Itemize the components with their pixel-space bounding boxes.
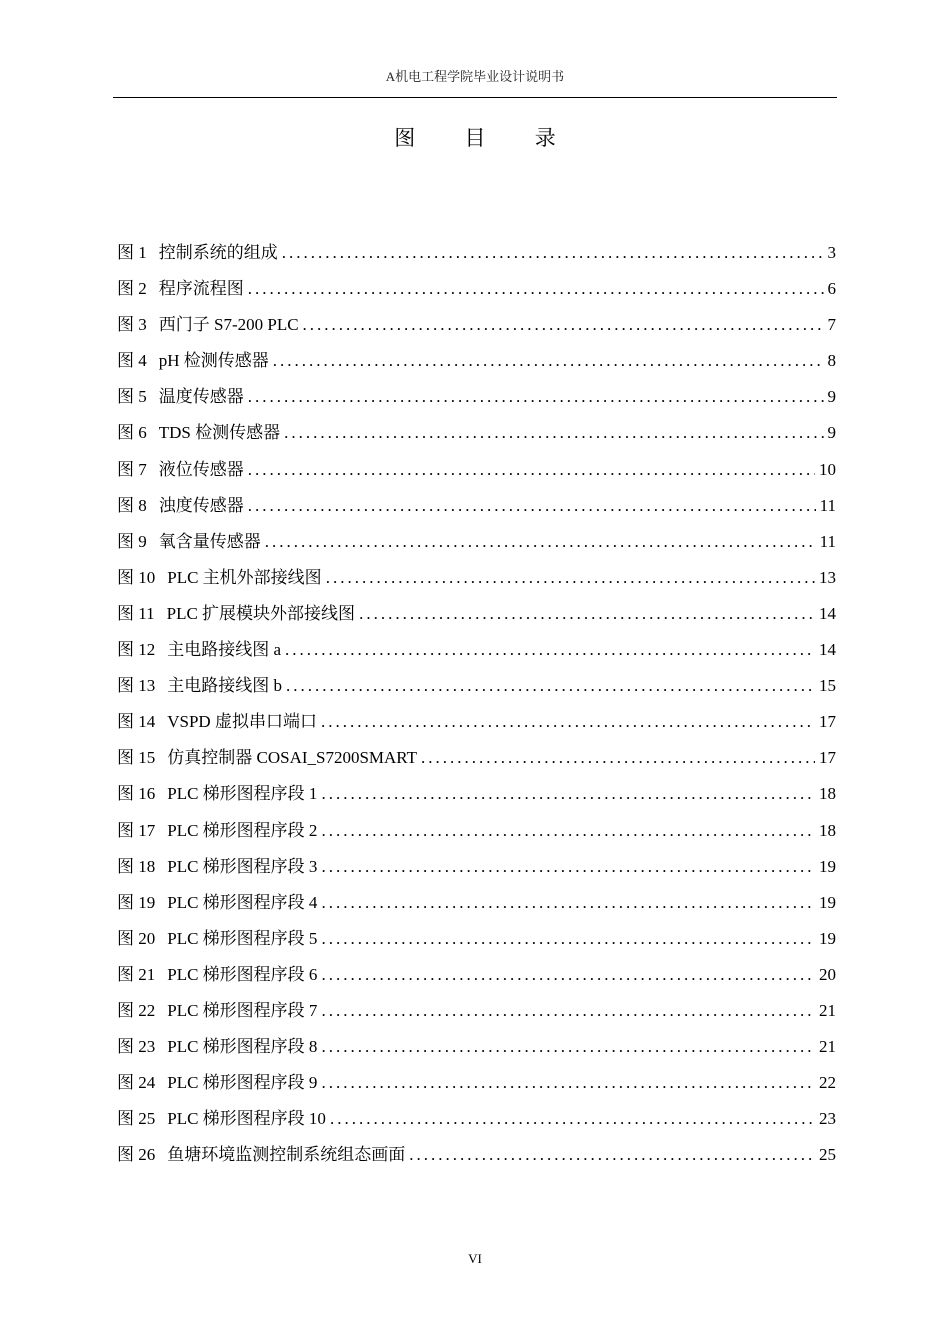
figure-title: 主电路接线图 b (167, 676, 282, 696)
toc-entry[interactable] (117, 310, 836, 346)
figure-page-number: 14 (819, 603, 836, 623)
dot-leader (321, 929, 815, 949)
dot-leader (421, 748, 815, 768)
figure-title: PLC 梯形图程序段 6 (167, 964, 318, 984)
figure-title: PLC 梯形图程序段 4 (167, 892, 318, 912)
figure-title: 西门子 S7-200 PLC (158, 315, 299, 335)
figure-title: 仿真控制器 COSAI_S7200SMART (167, 748, 418, 768)
toc-entry[interactable] (117, 455, 836, 491)
figure-title: PLC 梯形图程序段 7 (167, 1000, 318, 1020)
figure-number: 图 12 (117, 640, 156, 660)
figure-number: 图 24 (117, 1073, 156, 1093)
figure-page-number: 9 (827, 423, 836, 443)
toc-entry[interactable] (117, 563, 836, 599)
figure-number: 图 1 (117, 243, 147, 262)
dot-leader (321, 821, 815, 841)
toc-entry[interactable] (117, 924, 836, 960)
dot-leader (248, 279, 824, 299)
figure-page-number: 15 (819, 676, 836, 696)
dot-leader (321, 1073, 815, 1093)
figure-number: 图 4 (117, 351, 147, 371)
toc-entry[interactable] (117, 635, 836, 671)
figure-page-number: 25 (819, 1145, 836, 1165)
figure-title: PLC 梯形图程序段 2 (167, 820, 318, 840)
toc-entry[interactable] (117, 960, 836, 996)
dot-leader (321, 1001, 815, 1021)
figure-page-number: 11 (819, 495, 836, 515)
figure-page-number: 19 (819, 892, 836, 912)
dot-leader (359, 604, 815, 624)
figure-number: 图 23 (117, 1037, 156, 1057)
toc-entry[interactable] (117, 816, 836, 852)
dot-leader (303, 315, 824, 335)
figure-title: 液位传感器 (158, 459, 244, 479)
figure-title: 温度传感器 (158, 387, 244, 407)
figure-page-number: 3 (827, 243, 836, 262)
figure-title: 鱼塘环境监测控制系统组态画面 (167, 1145, 406, 1165)
dot-leader (321, 893, 815, 913)
dot-leader (284, 423, 823, 443)
toc-entry[interactable] (117, 238, 836, 274)
figure-page-number: 18 (819, 784, 836, 804)
figure-page-number: 22 (819, 1073, 836, 1093)
figure-number: 图 3 (117, 315, 147, 335)
figure-number: 图 9 (117, 531, 147, 551)
figure-title: 浊度传感器 (158, 495, 244, 515)
figure-title: PLC 梯形图程序段 9 (167, 1073, 318, 1093)
dot-leader (285, 640, 815, 660)
figure-number: 图 26 (117, 1145, 156, 1165)
figure-page-number: 10 (819, 459, 836, 479)
figure-page-number: 11 (819, 531, 836, 551)
figure-title: 控制系统的组成 (158, 243, 278, 262)
dot-leader (265, 532, 816, 552)
figure-title: PLC 梯形图程序段 10 (167, 1109, 326, 1129)
figure-page-number: 19 (819, 856, 836, 876)
header-divider (113, 97, 837, 98)
figure-number: 图 16 (117, 784, 156, 804)
dot-leader (321, 784, 815, 804)
figure-number: 图 8 (117, 495, 147, 515)
dot-leader (330, 1109, 815, 1129)
toc-entry[interactable] (117, 1140, 836, 1176)
figure-title: PLC 扩展模块外部接线图 (166, 603, 356, 623)
figure-number: 图 15 (117, 748, 156, 768)
toc-entry[interactable] (117, 707, 836, 743)
figure-page-number: 7 (827, 315, 836, 335)
dot-leader (321, 965, 815, 985)
figure-number: 图 11 (117, 603, 155, 623)
figure-title: VSPD 虚拟串口端口 (167, 712, 317, 732)
figure-number: 图 18 (117, 856, 156, 876)
dot-leader (273, 351, 824, 371)
dot-leader (248, 460, 815, 480)
toc-entry[interactable] (117, 1032, 836, 1068)
figure-page-number: 21 (819, 1000, 836, 1020)
toc-entry[interactable] (117, 527, 836, 563)
figure-page-number: 23 (819, 1109, 836, 1129)
figure-title: PLC 梯形图程序段 1 (167, 784, 318, 804)
toc-entry[interactable] (117, 274, 836, 310)
figure-number: 图 10 (117, 567, 156, 587)
figure-page-number: 21 (819, 1037, 836, 1057)
dot-leader (248, 496, 816, 516)
dot-leader (248, 387, 824, 407)
figure-page-number: 17 (819, 748, 836, 768)
toc-entry[interactable] (117, 346, 836, 382)
toc-entry[interactable] (117, 852, 836, 888)
figure-number: 图 6 (117, 423, 147, 443)
figure-title: TDS 检测传感器 (158, 423, 281, 443)
figure-title: PLC 主机外部接线图 (167, 567, 322, 587)
figure-page-number: 19 (819, 928, 836, 948)
dot-leader (286, 676, 815, 696)
dot-leader (326, 568, 815, 588)
figure-title: 主电路接线图 a (167, 640, 282, 660)
figure-number: 图 17 (117, 820, 156, 840)
figure-number: 图 14 (117, 712, 156, 732)
figure-page-number: 18 (819, 820, 836, 840)
figure-title: PLC 梯形图程序段 8 (167, 1037, 318, 1057)
figure-page-number: 14 (819, 640, 836, 660)
toc-entry[interactable] (117, 382, 836, 418)
dot-leader (321, 857, 815, 877)
figure-page-number: 8 (827, 351, 836, 371)
toc-entry[interactable] (117, 743, 836, 779)
figure-number: 图 7 (117, 459, 147, 479)
toc-entry[interactable] (117, 671, 836, 707)
toc-entry[interactable] (117, 1068, 836, 1104)
figure-number: 图 5 (117, 387, 147, 407)
figure-number: 图 25 (117, 1109, 156, 1129)
figure-title: 氧含量传感器 (158, 531, 261, 551)
figure-number: 图 21 (117, 964, 156, 984)
figure-title: PLC 梯形图程序段 5 (167, 928, 318, 948)
page-number: VI (468, 1251, 482, 1266)
toc-entry[interactable] (117, 1104, 836, 1140)
toc-entry[interactable] (117, 779, 836, 815)
figure-number: 图 19 (117, 892, 156, 912)
toc-entry[interactable] (117, 418, 836, 454)
dot-leader (409, 1145, 815, 1165)
toc-entry[interactable] (117, 491, 836, 527)
figure-page-number: 20 (819, 964, 836, 984)
toc-entry[interactable] (117, 599, 836, 635)
toc-entry[interactable] (117, 996, 836, 1032)
dot-leader (321, 712, 815, 732)
figure-number: 图 20 (117, 928, 156, 948)
figure-title: 程序流程图 (158, 279, 244, 299)
figure-list (117, 238, 836, 1176)
toc-entry[interactable] (117, 888, 836, 924)
dot-leader (321, 1037, 815, 1057)
figure-page-number: 17 (819, 712, 836, 732)
page-title: 图 目 录 (394, 126, 578, 150)
running-header: A机电工程学院毕业设计说明书 (385, 69, 565, 84)
figure-title: pH 检测传感器 (158, 351, 269, 371)
dot-leader (282, 243, 824, 263)
figure-page-number: 9 (827, 387, 836, 407)
figure-page-number: 6 (827, 279, 836, 299)
figure-number: 图 22 (117, 1000, 156, 1020)
figure-number: 图 13 (117, 676, 156, 696)
figure-page-number: 13 (819, 567, 836, 587)
figure-number: 图 2 (117, 279, 147, 299)
figure-title: PLC 梯形图程序段 3 (167, 856, 318, 876)
